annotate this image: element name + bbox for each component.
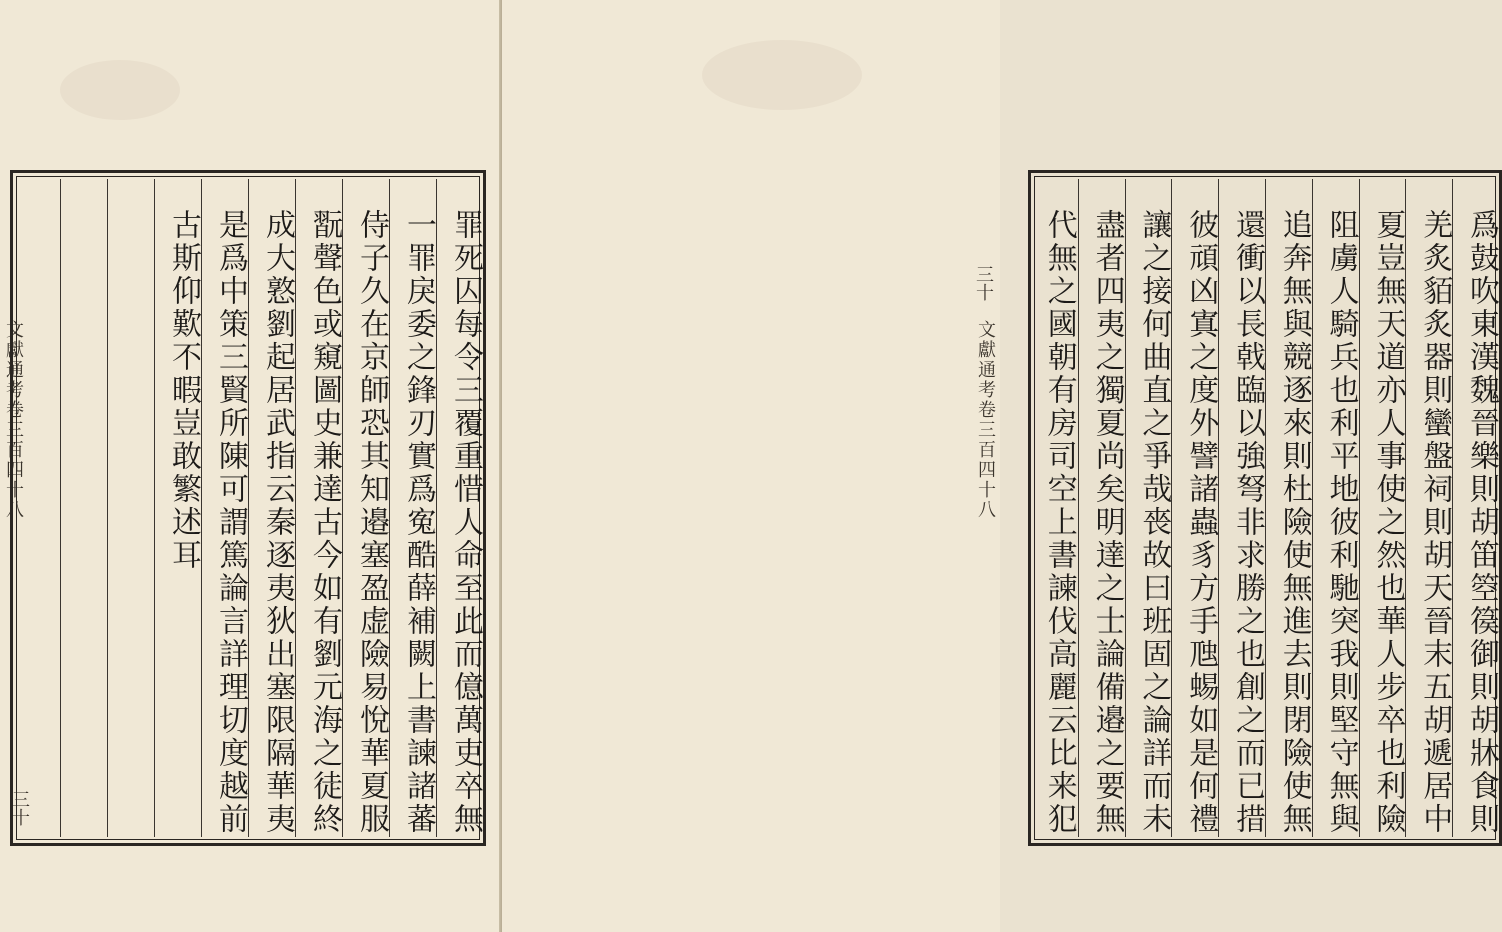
column-text: 翫聲色或窺圖史兼達古今如有劉元海之徒終	[307, 209, 342, 836]
right-text-frame	[1028, 170, 1502, 846]
left-margin-label: 文獻通考卷三百四十八	[3, 320, 24, 520]
column-text: 盡者四夷之獨夏尚矣明達之士論備邉之要無	[1089, 209, 1125, 836]
text-column	[295, 179, 343, 837]
text-column	[1405, 179, 1453, 837]
column-text: 彼頑凶寘之度外譬諸蟲豸方手虺蜴如是何禮	[1183, 209, 1219, 836]
column-text: 羌炙貊炙器則蠻盤祠則胡天晉末五胡遞居中	[1417, 209, 1453, 836]
column-text: 罪死囚每令三覆重惜人命至此而億萬吏卒無	[448, 209, 483, 836]
text-column	[248, 179, 296, 837]
column-text: 代無之國朝有房司空上書諫伐高麗云比来犯	[1041, 209, 1077, 836]
column-text: 成大憝劉起居武指云秦逐夷狄出塞限隔華夷	[260, 209, 295, 836]
text-column	[1218, 179, 1266, 837]
text-column	[1078, 179, 1126, 837]
text-column	[1265, 179, 1313, 837]
text-column	[1452, 179, 1500, 837]
left-text-frame	[10, 170, 486, 846]
column-text: 古斯仰歎不暇豈敢繁述耳	[166, 209, 201, 572]
text-column	[154, 179, 202, 837]
text-column	[342, 179, 390, 837]
column-text: 夏豈無天道亦人事使之然也華人步卒也利險	[1370, 209, 1406, 836]
column-text: 侍子久在京師恐其知邉塞盈虚險易悅華夏服	[354, 209, 389, 836]
right-page	[502, 0, 1499, 932]
text-column	[1312, 179, 1360, 837]
column-text: 爲鼓吹東漢魏晉樂則胡笛箜篌御則胡牀食則	[1463, 209, 1499, 836]
text-column	[13, 179, 60, 837]
paper-stain	[702, 40, 862, 110]
text-column	[1359, 179, 1407, 837]
left-page	[0, 0, 500, 932]
column-text: 讓之接何曲直之爭哉䘮故曰班固之論詳而未	[1136, 209, 1172, 836]
column-text: 追奔無與競逐來則杜險使無進去則閉險使無	[1276, 209, 1312, 836]
text-column	[107, 179, 155, 837]
text-column	[1031, 179, 1078, 837]
column-text: 是爲中策三賢所陳可謂篤論言詳理切度越前	[213, 209, 248, 836]
text-column	[60, 179, 108, 837]
right-margin-label: 文獻通考卷三百四十八	[975, 320, 996, 520]
left-folio: 三十	[9, 790, 30, 826]
column-text: 一罪戾委之鋒刃實爲寃酷薛補闕上書諫諸蕃	[401, 209, 436, 836]
column-text: 還衝以長戟臨以強弩非求勝之也創之而已措	[1229, 209, 1265, 836]
text-column	[201, 179, 249, 837]
text-column	[1125, 179, 1173, 837]
text-column	[436, 179, 484, 837]
right-folio: 三十	[973, 265, 994, 301]
text-column	[389, 179, 437, 837]
column-text: 阻虜人騎兵也利平地彼利馳突我則堅守無與	[1323, 209, 1359, 836]
text-column	[1171, 179, 1219, 837]
paper-stain	[60, 60, 180, 120]
